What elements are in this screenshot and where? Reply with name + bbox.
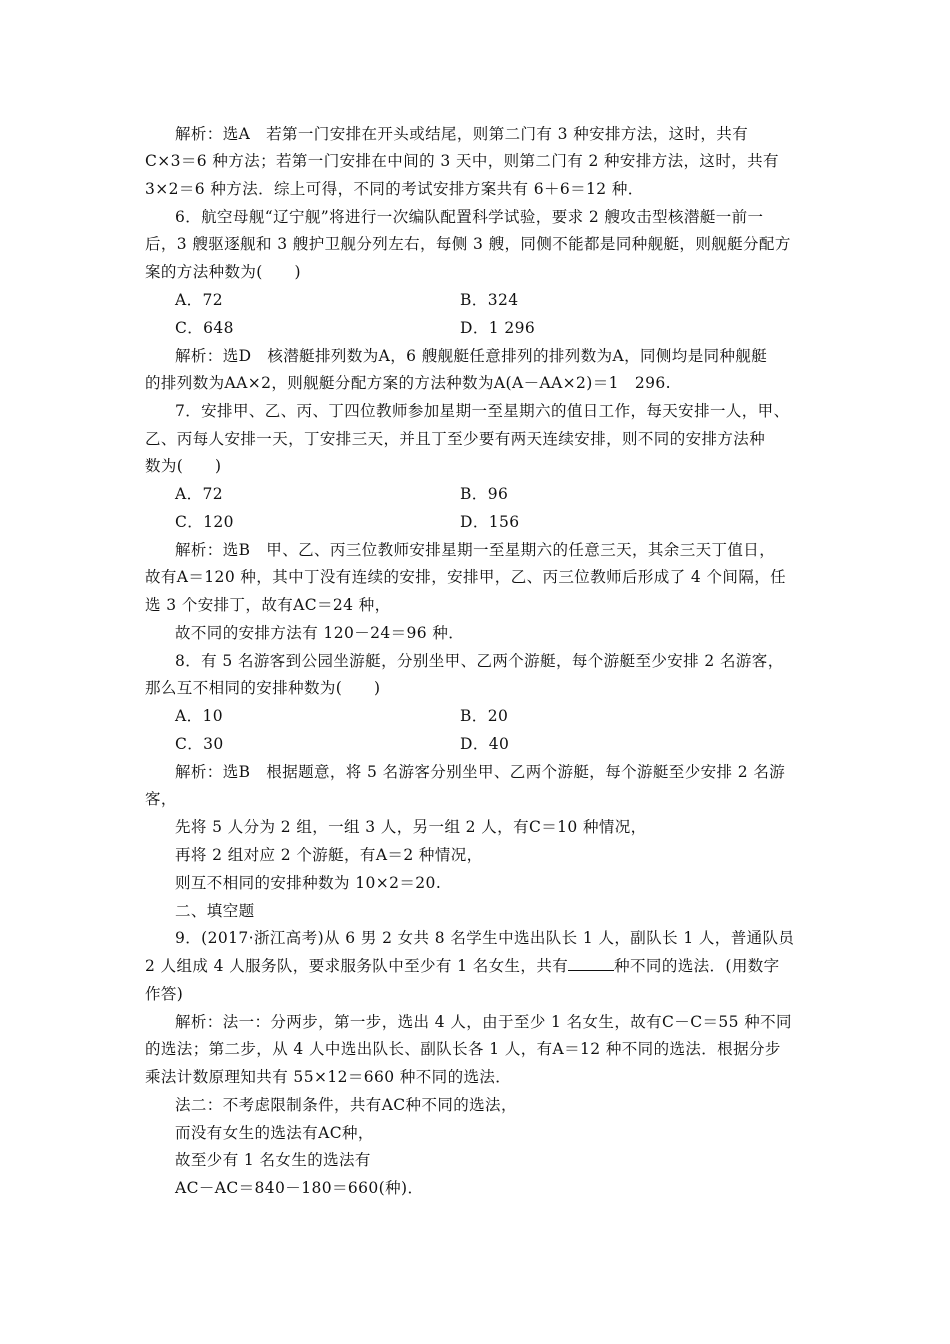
text-line: 客，: [145, 790, 177, 808]
text-line: 先将 5 人分为 2 组，一组 3 人，另一组 2 人，有C＝10 种情况，: [175, 818, 647, 836]
option-c: C．30: [175, 735, 224, 753]
option-d: D．40: [460, 735, 510, 753]
text-line: 乙、丙每人安排一天，丁安排三天，并且丁至少要有两天连续安排，则不同的安排方法种: [145, 430, 766, 448]
text-line: 那么互不相同的安排种数为( ): [145, 679, 381, 697]
text-line: 解析：选D 核潜艇排列数为A，6 艘舰艇任意排列的排列数为A，同侧均是同种舰艇: [175, 347, 768, 365]
option-a: A．10: [175, 707, 224, 725]
text-line: 作答): [145, 985, 184, 1003]
text-line: [145, 956, 780, 976]
section-heading: 二、填空题: [175, 902, 255, 920]
text-line: 解析：选B 甲、乙、丙三位教师安排星期一至星期六的任意三天，其余三天丁值日，: [175, 541, 776, 559]
text-line: 解析：法一：分两步，第一步，选出 4 人，由于至少 1 名女生，故有C－C＝55 种不同: [175, 1013, 792, 1031]
option-a: A．72: [175, 291, 224, 309]
option-a: A．72: [175, 485, 224, 503]
text-line: 法二：不考虑限制条件，共有AC种不同的选法，: [175, 1096, 517, 1114]
option-d: D．156: [460, 513, 520, 531]
answer-blank: [568, 956, 614, 971]
option-d: D．1 296: [460, 319, 536, 337]
text-line: 解析：选B 根据题意，将 5 名游客分别坐甲、乙两个游艇，每个游艇至少安排 2 名游: [175, 763, 786, 781]
text-line: 3×2＝6 种方法．综上可得，不同的考试安排方案共有 6＋6＝12 种．: [145, 180, 644, 198]
text-line: 选 3 个安排丁，故有AC＝24 种，: [145, 596, 391, 614]
text-line: 则互不相同的安排种数为 10×2＝20.: [175, 874, 442, 892]
text-line: 7．安排甲、乙、丙、丁四位教师参加星期一至星期六的值日工作，每天安排一人，甲、: [175, 402, 790, 420]
text-line: 9．(2017·浙江高考)从 6 男 2 女共 8 名学生中选出队长 1 人，副队长 1 人，普通队员: [175, 929, 795, 947]
text-line: 8．有 5 名游客到公园坐游艇，分别坐甲、乙两个游艇，每个游艇至少安排 2 名游客，: [175, 652, 784, 670]
option-b: B．324: [460, 291, 519, 309]
text-line: 解析：选A 若第一门安排在开头或结尾，则第二门有 3 种安排方法，这时，共有: [175, 125, 749, 143]
text-line: 故至少有 1 名女生的选法有: [175, 1151, 371, 1169]
option-c: C．120: [175, 513, 234, 531]
text-line: 再将 2 组对应 2 个游艇，有A＝2 种情况，: [175, 846, 483, 864]
option-c: C．648: [175, 319, 234, 337]
text-line: 案的方法种数为( ): [145, 263, 301, 281]
text-line: 后，3 艘驱逐舰和 3 艘护卫舰分列左右，每侧 3 艘，同侧不能都是同种舰艇，则舰艇分配方: [145, 235, 791, 253]
text-line: 乘法计数原理知共有 55×12＝660 种不同的选法．: [145, 1068, 512, 1086]
text-line: 的选法；第二步，从 4 人中选出队长、副队长各 1 人，有A＝12 种不同的选法．根据分步: [145, 1040, 781, 1058]
text-line: AC－AC＝840－180＝660(种)．: [175, 1179, 424, 1197]
question-text-part: 种不同的选法．(用数字: [614, 957, 780, 975]
text-line: 故不同的安排方法有 120－24＝96 种．: [175, 624, 465, 642]
text-line: 6．航空母舰“辽宁舰”将进行一次编队配置科学试验，要求 2 艘攻击型核潜艇一前一: [175, 208, 764, 226]
text-line: C×3＝6 种方法；若第一门安排在中间的 3 天中，则第二门有 2 种安排方法，这时，共有: [145, 152, 779, 170]
text-line: 故有A＝120 种，其中丁没有连续的安排，安排甲，乙、丙三位教师后形成了 4 个间隔，任: [145, 568, 787, 586]
option-b: B．96: [460, 485, 509, 503]
text-line: 的排列数为AA×2，则舰艇分配方案的方法种数为A(A－AA×2)＝1 296.: [145, 374, 671, 392]
question-text-part: 2 人组成 4 人服务队，要求服务队中至少有 1 名女生，共有: [145, 957, 569, 975]
text-line: 数为( ): [145, 457, 222, 475]
option-b: B．20: [460, 707, 509, 725]
text-line: 而没有女生的选法有AC种，: [175, 1124, 374, 1142]
